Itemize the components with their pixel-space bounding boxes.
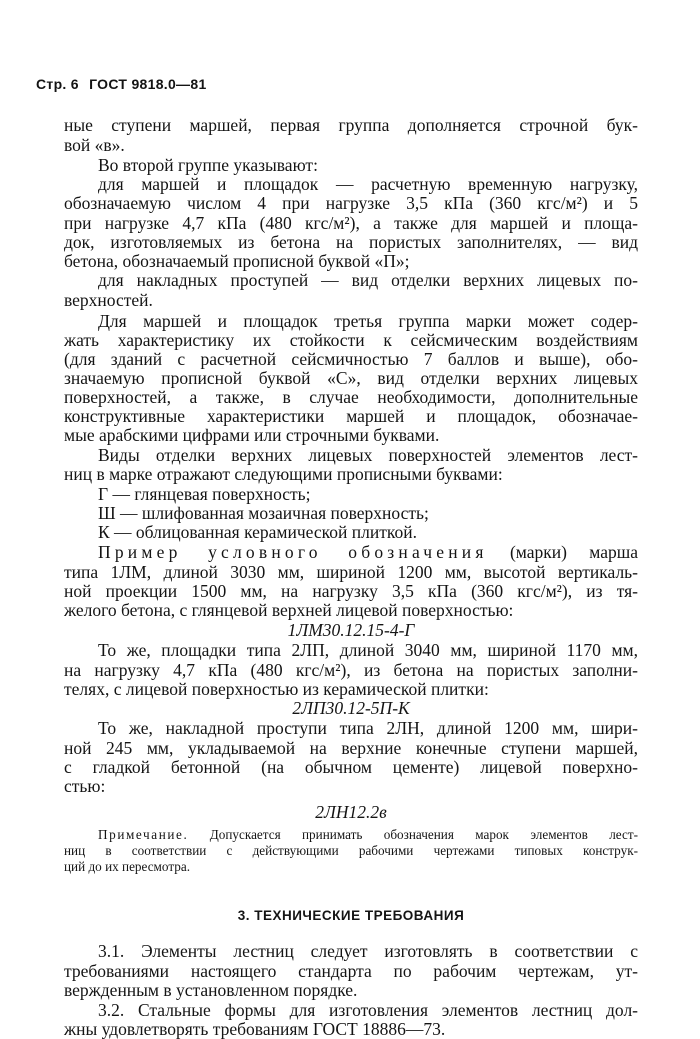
- text-line: бетона, обозначаемый прописной буквой «П»;: [64, 251, 410, 271]
- note-line: ниц в соответствии с действующими рабочими чертежами типовых конструк-: [64, 843, 638, 858]
- text-line: на нагрузку 4,7 кПа (480 кгс/м²), из бетона на пористых заполни-: [64, 660, 638, 680]
- text-line: верхностей.: [64, 290, 153, 310]
- text-line: желого бетона, с глянцевой верхней лицевой поверхностью:: [64, 600, 514, 620]
- text-line: типа 1ЛМ, длиной 3030 мм, шириной 1200 мм, высотой вертикаль-: [64, 562, 638, 582]
- note-line: ций до их пересмотра.: [64, 859, 190, 874]
- text-line: телях, с лицевой поверхностью из керамической плитки:: [64, 679, 489, 699]
- note-text: Допускается принимать обозначения марок элементов лест-: [209, 827, 638, 842]
- text-line: стью:: [64, 776, 106, 796]
- text-line: поверхностей, а также, в случае необходимости, дополнительные: [64, 387, 638, 407]
- list-item: Г — глянцевая поверхность;: [98, 484, 311, 504]
- note-label: Примечание.: [98, 827, 189, 842]
- page-header: [36, 76, 213, 92]
- designation-code: 1ЛМ30.12.15-4-Г: [287, 620, 415, 640]
- text-line: То же, накладной проступи типа 2ЛН, длиной 1200 мм, шири-: [98, 718, 638, 738]
- text-line: обозначаемую числом 4 при нагрузке 3,5 кПа (360 кгс/м²) и 5: [64, 193, 638, 213]
- text-line: 3.1. Элементы лестниц следует изготовлять в соответствии с: [98, 941, 638, 961]
- designation-code: 2ЛП30.12-5П-К: [292, 698, 410, 718]
- example-heading-tail: (марки) марша: [509, 542, 638, 562]
- text-line: 3.2. Стальные формы для изготовления элементов лестниц дол-: [98, 1000, 638, 1020]
- example-heading-line: [98, 542, 638, 562]
- text-line: с гладкой бетонной (на обычном цементе) лицевой поверхно-: [64, 757, 638, 777]
- text-line: для маршей и площадок — расчетную временную нагрузку,: [98, 174, 638, 194]
- text-line: (для зданий с расчетной сейсмичностью 7 баллов и выше), обо-: [64, 349, 638, 369]
- text-line: жать характеристику их стойкости к сейсмическим воздействиям: [64, 330, 638, 350]
- text-line: жны удовлетворять требованиям ГОСТ 18886—73.: [64, 1019, 446, 1039]
- text-line: Для маршей и площадок третья группа марки может содер-: [98, 311, 638, 331]
- text-line: Во второй группе указывают:: [98, 155, 318, 175]
- note-line: [98, 827, 638, 843]
- text-line: вой «в».: [64, 135, 125, 155]
- designation-code: 2ЛН12.2в: [315, 802, 387, 822]
- text-line: мые арабскими цифрами или строчными буквами.: [64, 425, 440, 445]
- text-line: значаемую прописной буквой «С», вид отделки верхних лицевых: [64, 368, 638, 388]
- example-label: Пример условного обозначения: [98, 542, 488, 562]
- text-line: док, изготовляемых из бетона на пористых заполнителях, — вид: [64, 232, 638, 252]
- standard-code: ГОСТ 9818.0—81: [89, 76, 207, 92]
- text-line: требованиями настоящего стандарта по рабочим чертежам, ут-: [64, 961, 638, 981]
- text-line: Виды отделки верхних лицевых поверхностей элементов лест-: [98, 445, 638, 465]
- section-title: 3. ТЕХНИЧЕСКИЕ ТРЕБОВАНИЯ: [237, 908, 465, 923]
- text-line: То же, площадки типа 2ЛП, длиной 3040 мм, шириной 1170 мм,: [98, 640, 638, 660]
- text-line: конструктивные характеристики маршей и площадок, обозначае-: [64, 406, 638, 426]
- page-number: Стр. 6: [36, 76, 79, 92]
- text-line: ные ступени маршей, первая группа дополняется строчной бук-: [64, 115, 638, 135]
- text-line: вержденным в установленном порядке.: [64, 980, 358, 1000]
- text-line: ной проекции 1500 мм, на нагрузку 3,5 кПа (360 кгс/м²), из тя-: [64, 581, 638, 601]
- list-item: К — облицованная керамической плиткой.: [98, 522, 417, 542]
- text-line: при нагрузке 4,7 кПа (480 кгс/м²), а также для маршей и площа-: [64, 213, 638, 233]
- list-item: Ш — шлифованная мозаичная поверхность;: [98, 503, 429, 523]
- text-line: для накладных проступей — вид отделки верхних лицевых по-: [98, 270, 638, 290]
- text-line: ниц в марке отражают следующими прописными буквами:: [64, 464, 503, 484]
- text-line: ной 245 мм, укладываемой на верхние конечные ступени маршей,: [64, 738, 638, 758]
